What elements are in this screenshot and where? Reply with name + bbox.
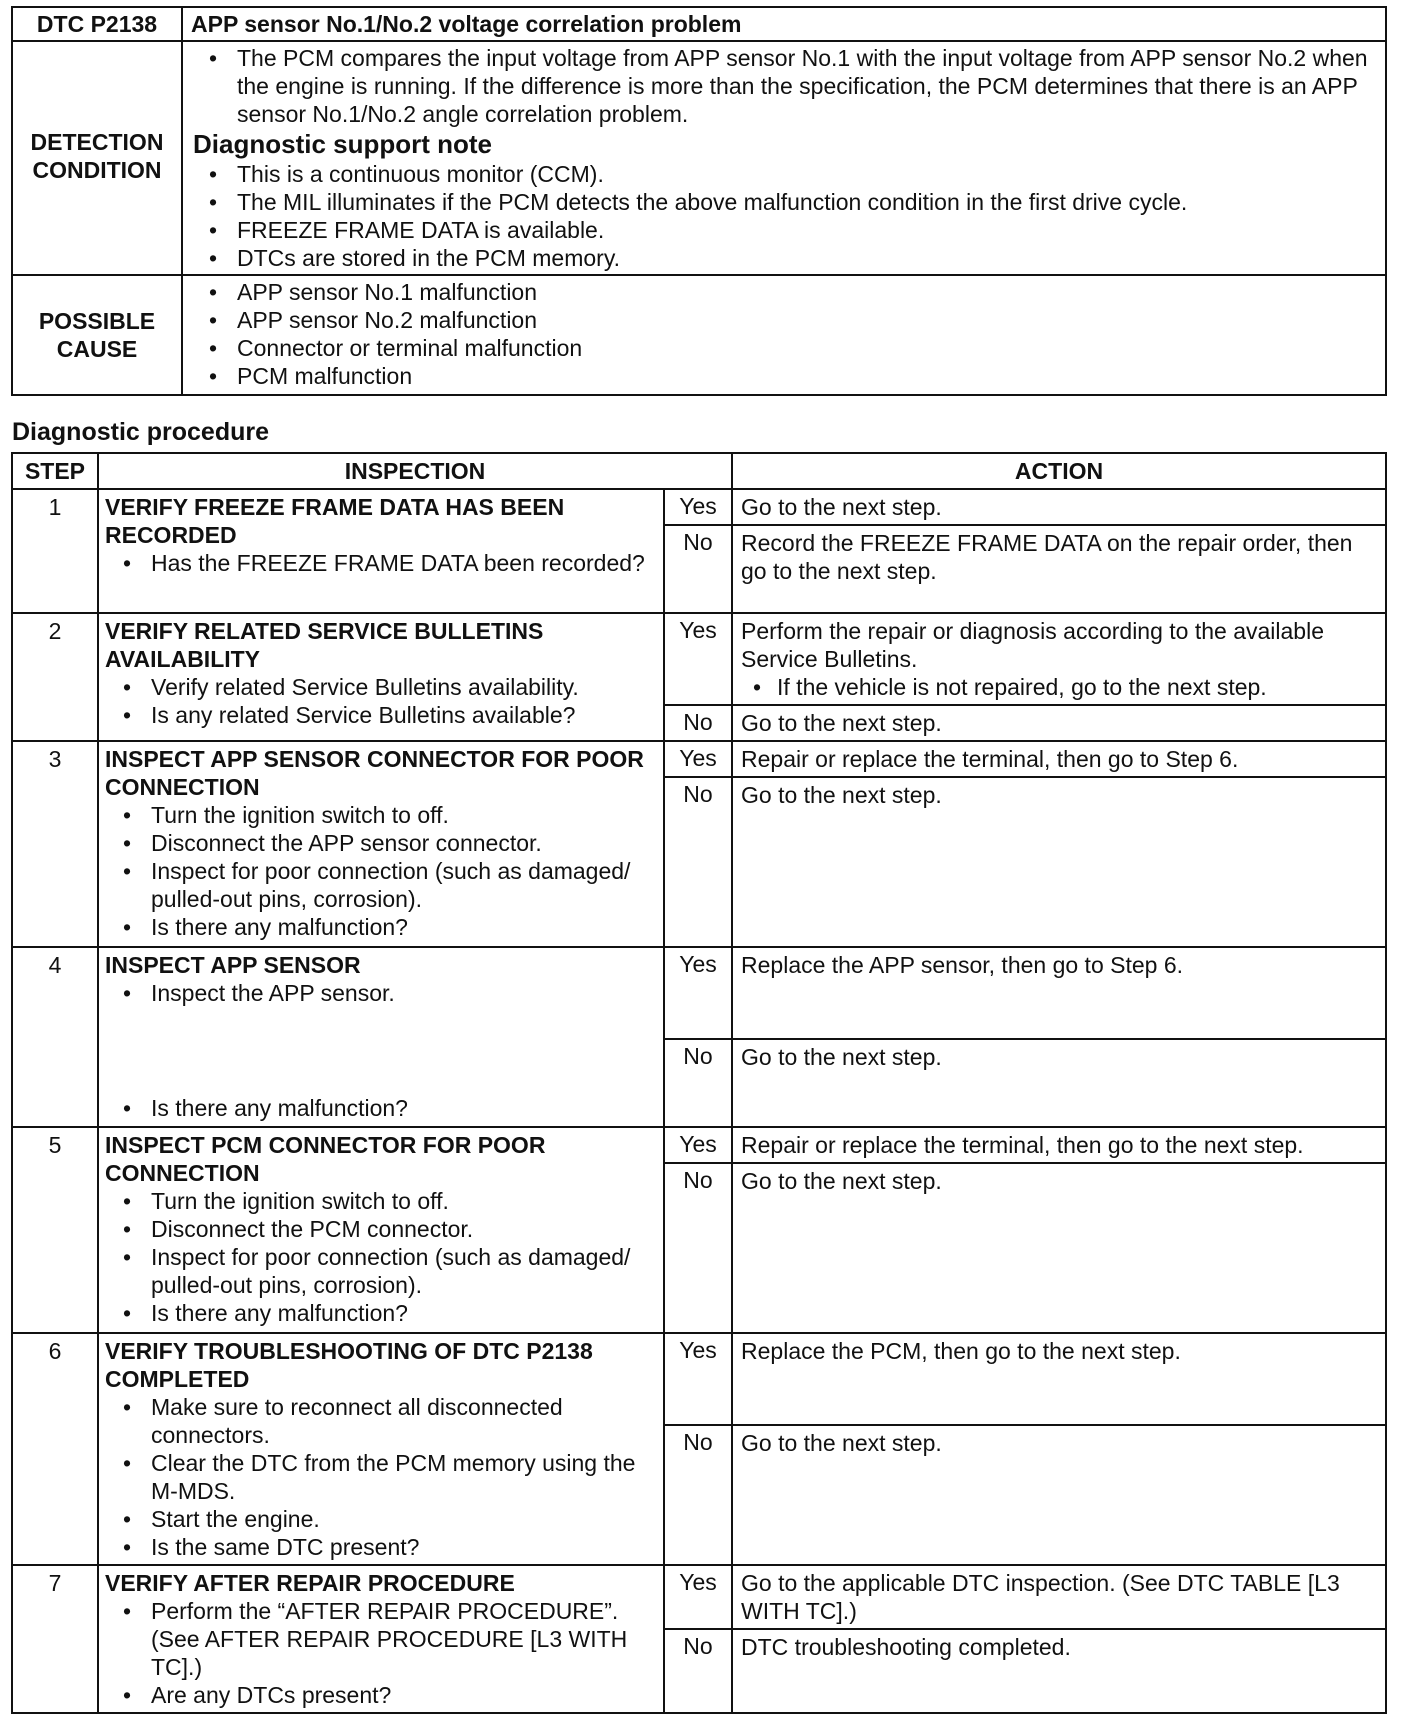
step-number: 1 (12, 489, 98, 613)
possible-cause-cell (182, 275, 1386, 395)
detection-bullet: • The PCM compares the input voltage from APP sensor No.1 with the input voltage from APP sensor No.2 when the engine is running. If the difference is more than the specification, the PCM determines that there is an APP sensor No.1/No.2 angle correlation problem. (191, 44, 1377, 128)
yes-label: Yes (664, 741, 732, 777)
inspection-bullet: • Verify related Service Bulletins availability. (105, 673, 657, 701)
inspection-bullet: • Disconnect the APP sensor connector. (105, 829, 657, 857)
header-step: STEP (12, 453, 98, 489)
yes-label: Yes (664, 1333, 732, 1425)
cause-label-line-1: POSSIBLE (38, 308, 156, 334)
no-action: Go to the next step. (732, 705, 1386, 741)
step-number: 7 (12, 1565, 98, 1713)
inspection-cell (98, 1333, 664, 1565)
inspection-title: VERIFY TROUBLESHOOTING OF DTC P2138 COMPLETED (105, 1338, 593, 1392)
inspection-title: VERIFY FREEZE FRAME DATA HAS BEEN RECORDED (105, 494, 565, 548)
step-number: 5 (12, 1127, 98, 1333)
yes-label: Yes (664, 613, 732, 705)
inspection-bullet: • Is the same DTC present? (105, 1533, 657, 1561)
inspection-bullet: • Clear the DTC from the PCM memory using the M-MDS. (105, 1449, 657, 1505)
no-action: Record the FREEZE FRAME DATA on the repair order, then go to the next step. (732, 525, 1386, 613)
step-number: 3 (12, 741, 98, 947)
yes-action: Repair or replace the terminal, then go to Step 6. (732, 741, 1386, 777)
dtc-code: DTC P2138 (12, 7, 182, 41)
detection-condition-label (12, 41, 182, 275)
inspection-title: VERIFY AFTER REPAIR PROCEDURE (105, 1570, 515, 1596)
inspection-bullet: • Has the FREEZE FRAME DATA been recorded? (105, 549, 657, 577)
header-action: ACTION (732, 453, 1386, 489)
step-number: 4 (12, 947, 98, 1127)
inspection-title: INSPECT APP SENSOR (105, 952, 361, 978)
detection-label-line-1: DETECTION (30, 129, 164, 155)
support-note-title: Diagnostic support note (193, 129, 492, 159)
inspection-title: INSPECT APP SENSOR CONNECTOR FOR POOR CONNECTION (105, 746, 644, 800)
yes-action: Replace the PCM, then go to the next step. (732, 1333, 1386, 1425)
yes-action: Perform the repair or diagnosis according to the available Service Bulletins. (741, 618, 1325, 672)
inspection-bullet: • Turn the ignition switch to off. (105, 1187, 657, 1215)
cause-bullet: • APP sensor No.2 malfunction (191, 306, 1377, 334)
yes-action-cell (732, 613, 1386, 705)
procedure-table (11, 452, 1387, 1714)
cause-bullet-list (191, 278, 1377, 390)
support-bullet: • FREEZE FRAME DATA is available. (191, 216, 1377, 244)
cause-bullet: • PCM malfunction (191, 362, 1377, 390)
no-action: Go to the next step. (732, 777, 1386, 947)
possible-cause-label (12, 275, 182, 395)
no-label: No (664, 1163, 732, 1333)
yes-label: Yes (664, 947, 732, 1039)
step-number: 6 (12, 1333, 98, 1565)
dtc-title: APP sensor No.1/No.2 voltage correlation problem (182, 7, 1386, 41)
inspection-bullet: • Is there any malfunction? (105, 913, 657, 941)
support-bullet: • DTCs are stored in the PCM memory. (191, 244, 1377, 272)
procedure-title: Diagnostic procedure (12, 418, 269, 446)
inspection-cell (98, 1127, 664, 1333)
no-label: No (664, 1629, 732, 1713)
inspection-cell (98, 947, 664, 1127)
step-number: 2 (12, 613, 98, 741)
inspection-bullet: • Inspect for poor connection (such as damaged/ pulled-out pins, corrosion). (105, 1243, 657, 1299)
inspection-bullet: • Start the engine. (105, 1505, 657, 1533)
no-action: DTC troubleshooting completed. (732, 1629, 1386, 1713)
detection-condition-cell (182, 41, 1386, 275)
inspection-bullet: • Perform the “AFTER REPAIR PROCEDURE”. (See AFTER REPAIR PROCEDURE [L3 WITH TC].) (105, 1597, 657, 1681)
inspection-bullet: • Are any DTCs present? (105, 1681, 657, 1709)
no-action: Go to the next step. (732, 1425, 1386, 1565)
inspection-title: INSPECT PCM CONNECTOR FOR POOR CONNECTION (105, 1132, 546, 1186)
inspection-bullet: • Inspect the APP sensor. (105, 979, 657, 1007)
support-note-list (191, 160, 1377, 272)
detection-bullet-list (191, 44, 1377, 128)
inspection-bullet: • Inspect for poor connection (such as damaged/ pulled-out pins, corrosion). (105, 857, 657, 913)
yes-action: Go to the next step. (732, 489, 1386, 525)
no-label: No (664, 525, 732, 613)
cause-label-line-2: CAUSE (56, 336, 138, 362)
inspection-title: VERIFY RELATED SERVICE BULLETINS AVAILABILITY (105, 618, 544, 672)
no-action: Go to the next step. (732, 1163, 1386, 1333)
dtc-summary-table (11, 6, 1387, 396)
inspection-cell (98, 613, 664, 741)
inspection-bullet: • Is any related Service Bulletins available? (105, 701, 657, 729)
no-label: No (664, 1425, 732, 1565)
yes-label: Yes (664, 489, 732, 525)
inspection-cell (98, 489, 664, 613)
no-label: No (664, 777, 732, 947)
no-action: Go to the next step. (732, 1039, 1386, 1127)
detection-label-line-2: CONDITION (32, 157, 162, 183)
no-label: No (664, 705, 732, 741)
yes-action-bullet: • If the vehicle is not repaired, go to the next step. (741, 673, 1379, 701)
inspection-cell (98, 741, 664, 947)
yes-label: Yes (664, 1565, 732, 1629)
support-bullet: • The MIL illuminates if the PCM detects the above malfunction condition in the first drive cycle. (191, 188, 1377, 216)
inspection-bullet: • Turn the ignition switch to off. (105, 801, 657, 829)
inspection-bullet: • Disconnect the PCM connector. (105, 1215, 657, 1243)
cause-bullet: • APP sensor No.1 malfunction (191, 278, 1377, 306)
header-inspection: INSPECTION (98, 453, 732, 489)
yes-label: Yes (664, 1127, 732, 1163)
inspection-cell (98, 1565, 664, 1713)
no-label: No (664, 1039, 732, 1127)
yes-action: Repair or replace the terminal, then go to the next step. (732, 1127, 1386, 1163)
support-bullet: • This is a continuous monitor (CCM). (191, 160, 1377, 188)
inspection-bullet: • Is there any malfunction? (105, 1299, 657, 1327)
inspection-bullet: • Is there any malfunction? (105, 1094, 657, 1122)
cause-bullet: • Connector or terminal malfunction (191, 334, 1377, 362)
yes-action: Replace the APP sensor, then go to Step 6. (732, 947, 1386, 1039)
inspection-bullet: • Make sure to reconnect all disconnected connectors. (105, 1393, 657, 1449)
yes-action: Go to the applicable DTC inspection. (See DTC TABLE [L3 WITH TC].) (732, 1565, 1386, 1629)
